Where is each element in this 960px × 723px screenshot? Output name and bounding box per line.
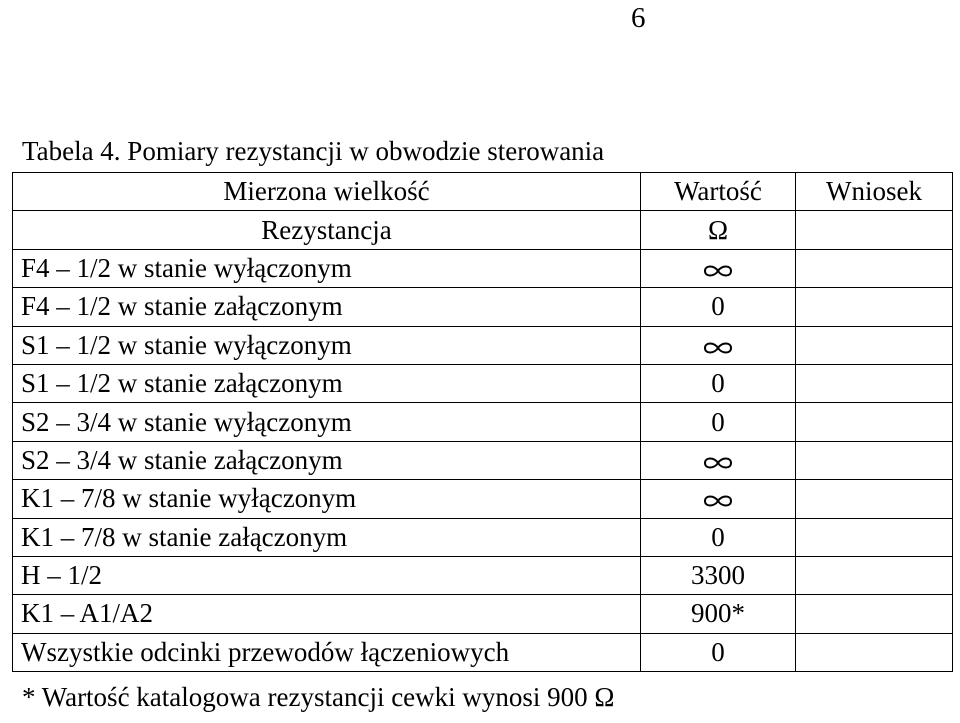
page-number: 6 (631, 2, 646, 34)
row-value: 0 (641, 403, 796, 441)
row-label: K1 – 7/8 w stanie wyłączonym (13, 480, 641, 518)
table-row (13, 364, 953, 402)
header-measured-quantity: Mierzona wielkość (13, 173, 641, 211)
row-conclusion (796, 441, 953, 479)
table-row (13, 595, 953, 633)
row-value (641, 480, 796, 518)
row-label: S2 – 3/4 w stanie wyłączonym (13, 403, 641, 441)
table-row (13, 441, 953, 479)
measurement-table (12, 172, 953, 672)
row-label: S1 – 1/2 w stanie załączonym (13, 364, 641, 402)
row-value: 0 (641, 633, 796, 671)
table-row (13, 403, 953, 441)
infinity-text (735, 255, 736, 256)
row-conclusion (796, 326, 953, 364)
subheader-resistance: Rezystancja (13, 211, 641, 249)
row-label: F4 – 1/2 w stanie wyłączonym (13, 249, 641, 287)
subheader-conclusion (796, 211, 953, 249)
infinity-text (735, 447, 736, 448)
row-label: K1 – 7/8 w stanie załączonym (13, 518, 641, 556)
row-label: K1 – A1/A2 (13, 595, 641, 633)
table-row (13, 633, 953, 671)
row-conclusion (796, 403, 953, 441)
table-caption: Tabela 4. Pomiary rezystancji w obwodzie sterowania (22, 136, 605, 166)
row-conclusion (796, 595, 953, 633)
row-label: H – 1/2 (13, 556, 641, 594)
row-conclusion (796, 480, 953, 518)
row-label: F4 – 1/2 w stanie załączonym (13, 288, 641, 326)
table-row (13, 326, 953, 364)
table-row (13, 288, 953, 326)
infinity-icon (701, 493, 735, 509)
row-conclusion (796, 556, 953, 594)
row-conclusion (796, 288, 953, 326)
infinity-icon (701, 263, 735, 279)
row-value (641, 326, 796, 364)
table-row (13, 518, 953, 556)
header-value: Wartość (641, 173, 796, 211)
table-subheader-row (13, 211, 953, 249)
table-row (13, 249, 953, 287)
subheader-unit: Ω (641, 211, 796, 249)
table-row (13, 556, 953, 594)
row-value: 0 (641, 288, 796, 326)
row-value (641, 249, 796, 287)
row-conclusion (796, 249, 953, 287)
header-conclusion: Wniosek (796, 173, 953, 211)
infinity-text (735, 332, 736, 333)
table-header-row (13, 173, 953, 211)
row-conclusion (796, 633, 953, 671)
row-value: 900* (641, 595, 796, 633)
row-label: Wszystkie odcinki przewodów łączeniowych (13, 633, 641, 671)
row-conclusion (796, 518, 953, 556)
footnote: * Wartość katalogowa rezystancji cewki wynosi 900 Ω (22, 682, 615, 712)
infinity-icon (701, 340, 735, 356)
infinity-icon (701, 455, 735, 471)
row-value (641, 441, 796, 479)
row-label: S2 – 3/4 w stanie załączonym (13, 441, 641, 479)
table-row (13, 480, 953, 518)
row-value: 0 (641, 518, 796, 556)
row-value: 0 (641, 364, 796, 402)
row-label: S1 – 1/2 w stanie wyłączonym (13, 326, 641, 364)
row-value: 3300 (641, 556, 796, 594)
infinity-text (735, 485, 736, 486)
row-conclusion (796, 364, 953, 402)
